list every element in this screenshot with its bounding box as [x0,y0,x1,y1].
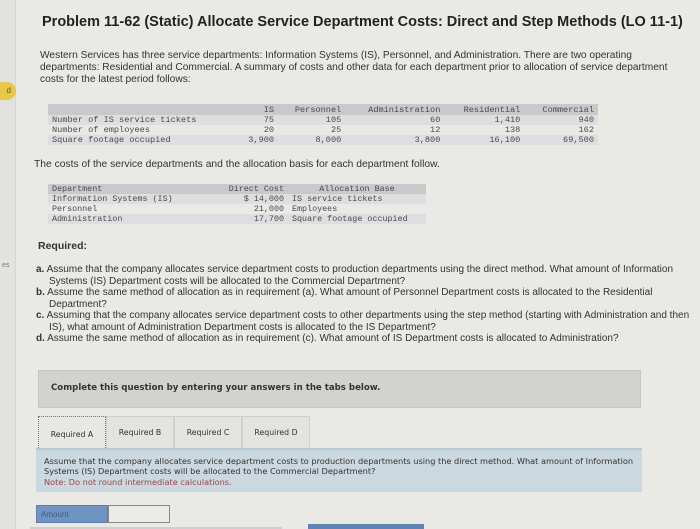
row-label: Number of IS service tickets [48,115,236,125]
requirement-c [36,310,696,333]
cell: 16,100 [444,135,524,145]
header-cell: Direct Cost [218,184,288,194]
requirement-letter: a. [36,264,45,275]
required-heading: Required: [38,240,88,252]
row-label: Number of employees [52,125,150,135]
requirement-tabs [38,416,310,450]
rail-label: es [2,262,10,269]
panel-question-text: Assume that the company allocates service department costs to production departments using the direct method. What amount of Information Systems (IS) Department costs will be allocated to the Commercial Department? [44,456,634,477]
progress-badge[interactable]: d [0,82,16,100]
cell: 21,000 [253,204,284,214]
amount-input[interactable] [108,505,170,523]
instructions-text: Complete this question by entering your answers in the tabs below. [51,383,381,393]
table-row [48,204,426,214]
header-cell: Residential [444,104,524,115]
requirements-list [36,264,696,345]
cell: 60 [345,115,444,125]
cell: $ 14,000 [218,194,288,204]
cell: Square footage occupied [288,214,426,224]
cell: Administration [48,214,218,224]
costs-intro: The costs of the service departments and the allocation basis for each department follow. [34,159,440,170]
tab-required-c[interactable]: Required C [174,416,242,450]
summary-table [48,104,598,145]
cell: 8,000 [278,135,345,145]
header-cell: Department [48,184,218,194]
requirement-text: Assume the same method of allocation as in requirement (c). What amount of IS Department costs is allocated to Administration? [47,333,619,344]
cell: 138 [504,125,521,135]
cell: Information Systems (IS) [48,194,218,204]
header-cell [48,104,236,115]
cell: 17,700 [218,214,288,224]
costs-header-row [48,184,426,194]
cell: Personnel [52,204,98,214]
requirement-letter: b. [36,287,45,298]
table-row [48,214,426,224]
header-cell: Allocation Base [288,184,426,194]
cell: 1,410 [444,115,524,125]
requirement-letter: c. [36,310,45,321]
requirement-b [36,287,696,310]
cell: 105 [278,115,345,125]
requirement-text: Assuming that the company allocates service department costs to other departments using the step method (starting with Administration and then IS), what amount of Administration Department costs is allocated to the IS Department? [46,310,690,333]
panel-question [44,456,634,487]
row-label: Square footage occupied [48,135,236,145]
cell: 12 [430,125,441,135]
cell: 20 [263,125,275,135]
tab-panel-required-a [36,448,642,492]
table-row [48,115,598,125]
cell: Employees [292,204,338,214]
header-cell: IS [236,104,278,115]
requirement-letter: d. [36,333,45,344]
bottom-nav-button[interactable] [308,524,424,529]
cell: 25 [330,125,342,135]
cell: IS service tickets [288,194,426,204]
instructions-box [38,370,641,408]
costs-table [48,184,426,224]
summary-header-row [48,104,598,115]
answer-row [36,505,170,523]
table-row [48,194,426,204]
header-cell: Administration [345,104,444,115]
table-row [48,135,598,145]
tab-required-b[interactable]: Required B [106,416,174,450]
left-rail [0,0,16,529]
requirement-a [36,264,696,287]
panel-note: Note: Do not round intermediate calculations. [44,476,232,487]
table-row [48,125,598,135]
header-cell: Commercial [524,104,598,115]
tab-required-a[interactable]: Required A [38,416,106,450]
cell: 3,900 [236,135,278,145]
cell: 75 [236,115,278,125]
header-cell: Personnel [278,104,345,115]
requirement-text: Assume that the company allocates service department costs to production departments using the direct method. What amount of Information Systems (IS) Department costs will be allocated to the Commercial Department? [46,264,674,287]
cell: 69,500 [524,135,598,145]
cell: 3,800 [345,135,444,145]
tab-required-d[interactable]: Required D [242,416,310,450]
amount-label: Amount [36,505,108,523]
requirement-d [36,333,696,345]
problem-title: Problem 11-62 (Static) Allocate Service Department Costs: Direct and Step Methods (LO 11-1) [42,14,683,30]
cell: 162 [578,125,594,135]
cell: 940 [524,115,598,125]
problem-intro: Western Services has three service departments: Information Systems (IS), Personnel, and Administration. There are two operating departments: Residential and Commercial. A summary of costs and other data for each department prior to allocation of service department costs for the latest period follows: [40,50,668,85]
requirement-text: Assume the same method of allocation as in requirement (a). What amount of Personnel Department costs is allocated to the Residential Department? [47,287,653,310]
